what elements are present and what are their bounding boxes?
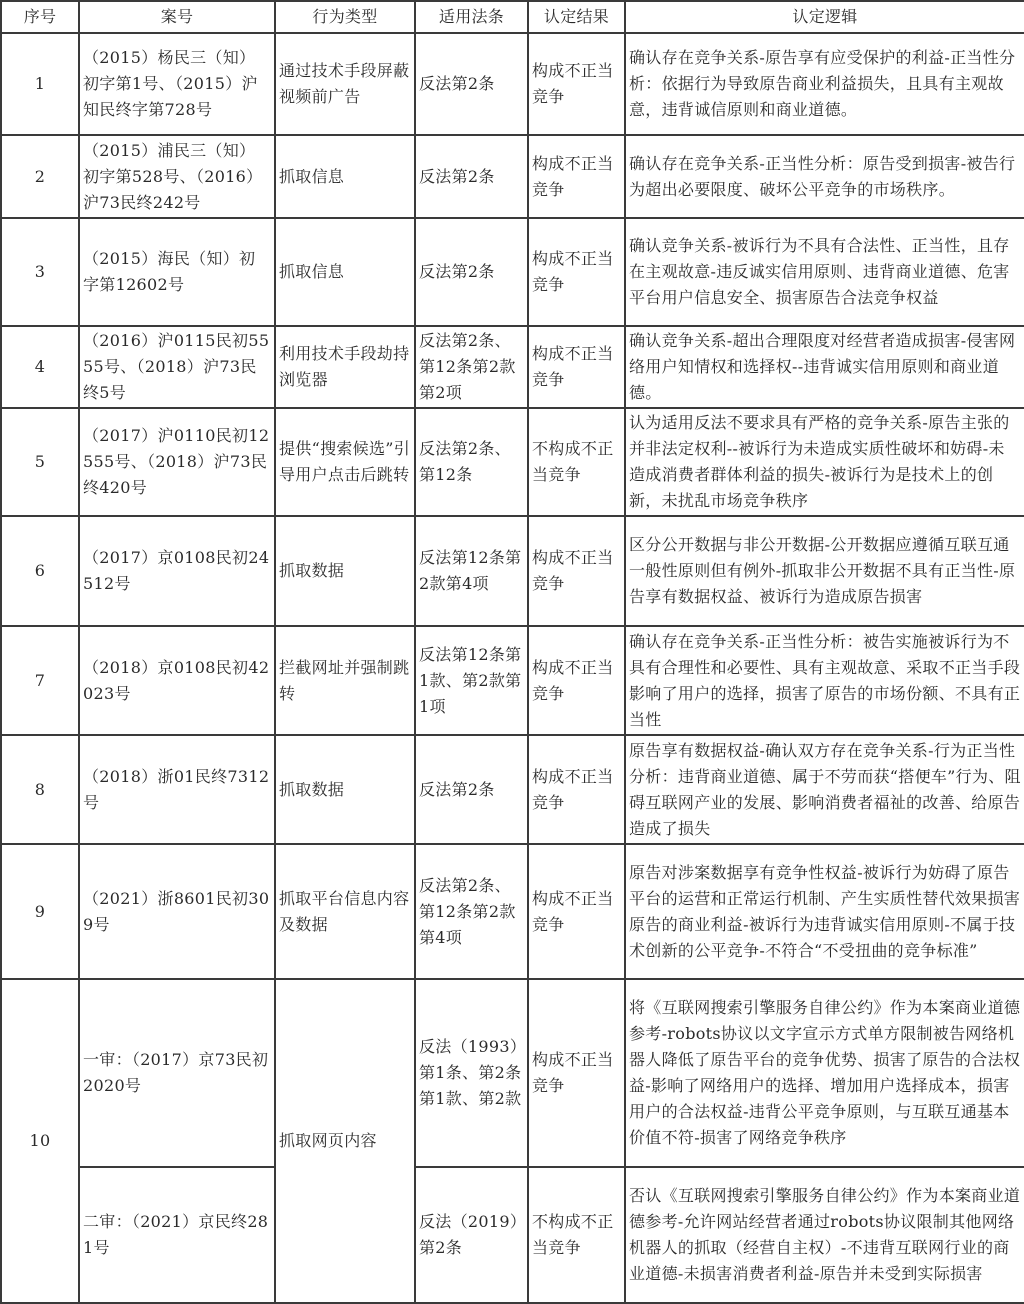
cell-behavior: 抓取网页内容 (275, 979, 415, 1303)
cell-result: 构成不正当竞争 (528, 135, 625, 218)
table-row (1, 135, 1024, 218)
cell-result: 构成不正当竞争 (528, 626, 625, 735)
cell-case: （2015）海民（知）初字第12602号 (79, 218, 275, 326)
cell-behavior: 拦截网址并强制跳转 (275, 626, 415, 735)
cell-result: 构成不正当竞争 (528, 979, 625, 1167)
cell-result: 不构成不正当竞争 (528, 408, 625, 516)
cell-logic: 区分公开数据与非公开数据-公开数据应遵循互联互通一般性原则但有例外-抓取非公开数据不具有正当性-原告享有数据权益、被诉行为造成原告损害 (625, 516, 1024, 626)
cell-law: 反法第2条 (415, 218, 528, 326)
cell-result: 构成不正当竞争 (528, 844, 625, 979)
cell-case: （2015）浦民三（知）初字第528号、（2016）沪73民终242号 (79, 135, 275, 218)
cell-result: 不构成不正当竞争 (528, 1167, 625, 1303)
cell-law: 反法第2条、第12条 (415, 408, 528, 516)
cell-logic: 将《互联网搜索引擎服务自律公约》作为本案商业道德参考-robots协议以文字宣示方式单方限制被告网络机器人降低了原告平台的竞争优势、损害了原告的合法权益-影响了网络用户的选择、增加用户选择成本，损害用户的合法权益-违背公平竞争原则，与互联互通基本价值不符-损害了网络竞争秩序 (625, 979, 1024, 1167)
cell-no: 10 (1, 979, 79, 1303)
header-row (1, 1, 1024, 33)
cell-case: 二审：（2021）京民终281号 (79, 1167, 275, 1303)
cell-behavior: 通过技术手段屏蔽视频前广告 (275, 33, 415, 135)
cell-no: 6 (1, 516, 79, 626)
cell-logic: 确认竞争关系-超出合理限度对经营者造成损害-侵害网络用户知情权和选择权--违背诚实信用原则和商业道德。 (625, 326, 1024, 408)
cell-result: 构成不正当竞争 (528, 218, 625, 326)
cell-no: 3 (1, 218, 79, 326)
cell-behavior: 利用技术手段劫持浏览器 (275, 326, 415, 408)
table-row (1, 979, 1024, 1167)
cell-result: 构成不正当竞争 (528, 516, 625, 626)
table-row (1, 516, 1024, 626)
table-row (1, 408, 1024, 516)
table-row (1, 735, 1024, 844)
cell-no: 9 (1, 844, 79, 979)
cell-law: 反法第2条、第12条第2款第2项 (415, 326, 528, 408)
cell-case: 一审：（2017）京73民初2020号 (79, 979, 275, 1167)
cell-law: 反法第2条、第12条第2款第4项 (415, 844, 528, 979)
cell-logic: 否认《互联网搜索引擎服务自律公约》作为本案商业道德参考-允许网站经营者通过robots协议限制其他网络机器人的抓取（经营自主权）-不违背互联网行业的商业道德-未损害消费者利益-原告并未受到实际损害 (625, 1167, 1024, 1303)
header-behavior: 行为类型 (275, 1, 415, 33)
cell-behavior: 提供“搜索候选”引导用户点击后跳转 (275, 408, 415, 516)
cell-logic: 确认存在竞争关系-正当性分析：原告受到损害-被告行为超出必要限度、破坏公平竞争的市场秩序。 (625, 135, 1024, 218)
cell-logic: 确认存在竞争关系-原告享有应受保护的利益-正当性分析：依据行为导致原告商业利益损失，且具有主观故意，违背诚信原则和商业道德。 (625, 33, 1024, 135)
cell-no: 4 (1, 326, 79, 408)
cell-law: 反法（2019）第2条 (415, 1167, 528, 1303)
cell-case: （2015）杨民三（知）初字第1号、（2015）沪知民终字第728号 (79, 33, 275, 135)
cell-logic: 确认存在竞争关系-正当性分析：被告实施被诉行为不具有合理性和必要性、具有主观故意、采取不正当手段影响了用户的选择，损害了原告的市场份额、不具有正当性 (625, 626, 1024, 735)
cell-result: 构成不正当竞争 (528, 326, 625, 408)
cell-behavior: 抓取平台信息内容及数据 (275, 844, 415, 979)
cell-case: （2017）京0108民初24512号 (79, 516, 275, 626)
cell-case: （2018）京0108民初42023号 (79, 626, 275, 735)
cell-logic: 原告对涉案数据享有竞争性权益-被诉行为妨碍了原告平台的运营和正常运行机制、产生实质性替代效果损害原告的商业利益-被诉行为违背诚实信用原则-不属于技术创新的公平竞争-不符合“不受扭曲的竞争标准” (625, 844, 1024, 979)
cell-no: 7 (1, 626, 79, 735)
table-row (1, 844, 1024, 979)
cell-law: 反法第12条第1款、第2款第1项 (415, 626, 528, 735)
header-law: 适用法条 (415, 1, 528, 33)
cell-law: 反法（1993）第1条、第2条第1款、第2款 (415, 979, 528, 1167)
header-result: 认定结果 (528, 1, 625, 33)
cell-no: 5 (1, 408, 79, 516)
cell-logic: 认为适用反法不要求具有严格的竞争关系-原告主张的并非法定权利--被诉行为未造成实质性破坏和妨碍-未造成消费者群体利益的损失-被诉行为是技术上的创新，未扰乱市场竞争秩序 (625, 408, 1024, 516)
cell-behavior: 抓取信息 (275, 135, 415, 218)
cell-law: 反法第12条第2款第4项 (415, 516, 528, 626)
cell-behavior: 抓取信息 (275, 218, 415, 326)
table-row (1, 326, 1024, 408)
header-no: 序号 (1, 1, 79, 33)
cell-logic: 确认竞争关系-被诉行为不具有合法性、正当性，且存在主观故意-违反诚实信用原则、违背商业道德、危害平台用户信息安全、损害原告合法竞争权益 (625, 218, 1024, 326)
cell-result: 构成不正当竞争 (528, 735, 625, 844)
cell-behavior: 抓取数据 (275, 516, 415, 626)
header-case: 案号 (79, 1, 275, 33)
cell-case: （2021）浙8601民初309号 (79, 844, 275, 979)
cell-result: 构成不正当竞争 (528, 33, 625, 135)
cell-law: 反法第2条 (415, 33, 528, 135)
cell-case: （2016）沪0115民初5555号、（2018）沪73民终5号 (79, 326, 275, 408)
cell-behavior: 抓取数据 (275, 735, 415, 844)
cell-no: 1 (1, 33, 79, 135)
table-row (1, 1167, 1024, 1303)
cell-case: （2017）沪0110民初12555号、（2018）沪73民终420号 (79, 408, 275, 516)
cell-case: （2018）浙01民终7312号 (79, 735, 275, 844)
table-row (1, 626, 1024, 735)
cell-law: 反法第2条 (415, 735, 528, 844)
cell-no: 2 (1, 135, 79, 218)
cell-logic: 原告享有数据权益-确认双方存在竞争关系-行为正当性分析：违背商业道德、属于不劳而获“搭便车”行为、阻碍互联网产业的发展、影响消费者福祉的改善、给原告造成了损失 (625, 735, 1024, 844)
table-row (1, 218, 1024, 326)
cell-law: 反法第2条 (415, 135, 528, 218)
table-row (1, 33, 1024, 135)
cell-no: 8 (1, 735, 79, 844)
header-logic: 认定逻辑 (625, 1, 1024, 33)
